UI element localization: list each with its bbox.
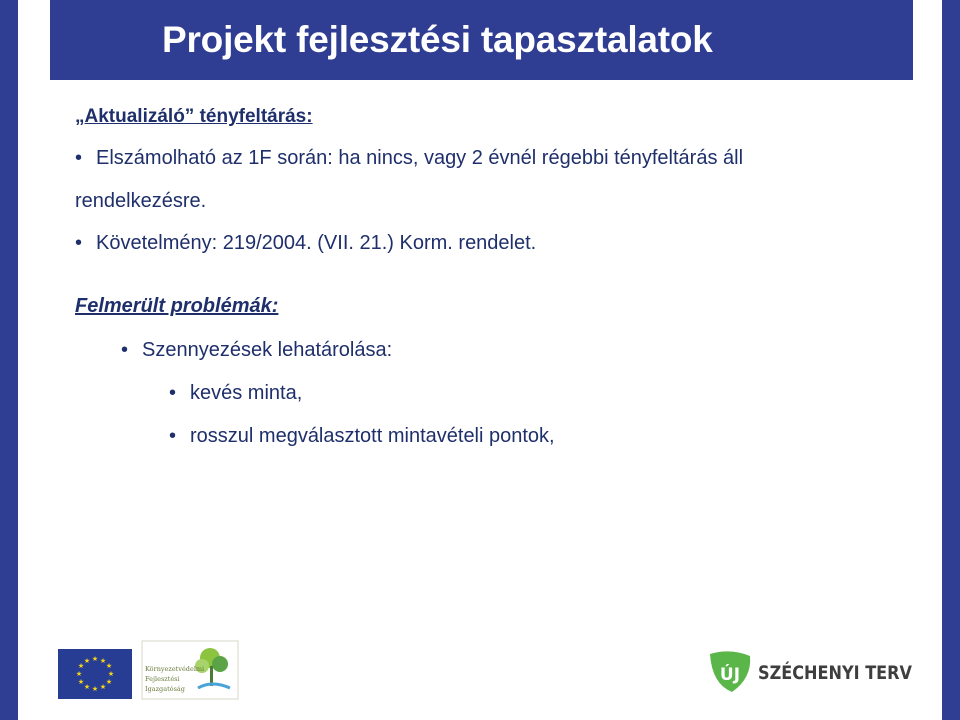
bullet-dot: • [121,339,129,361]
svg-text:★: ★ [91,655,99,663]
section1-bullet2-text: Követelmény: 219/2004. (VII. 21.) Korm. rendelet. [96,232,537,254]
svg-text:★: ★ [99,657,107,665]
kv-logo-line1: Környezetvédelmi [145,665,205,673]
svg-text:★: ★ [99,683,107,691]
left-side-bar [0,0,18,720]
szechenyi-leaf-icon [710,651,750,692]
section2-sub-bullet2 [169,425,555,448]
svg-text:★: ★ [91,685,99,693]
bullet-dot: • [75,232,83,254]
svg-text:★: ★ [77,662,85,670]
eu-flag-icon [58,649,132,699]
kv-logo-line3: Igazgatóság [145,685,185,693]
title-bar [50,0,913,80]
section1-bullet1-text: Elszámolható az 1F során: ha nincs, vagy 2 évnél régebbi tényfeltárás áll [96,147,744,169]
section1-bullet1-continuation: rendelkezésre. [75,190,207,212]
szechenyi-terv-logo [706,648,940,696]
bullet-dot: • [169,382,177,404]
bullet-dot: • [75,147,83,169]
svg-text:★: ★ [105,678,113,686]
svg-text:★: ★ [83,683,91,691]
section2-bullet1-text: Szennyezések lehatárolása: [142,339,393,361]
svg-text:★: ★ [107,670,115,678]
section2-sub-bullet1 [169,382,302,405]
section2-sub-bullet2-text: rosszul megválasztott mintavételi pontok, [190,425,555,447]
section1-bullet1 [75,147,743,170]
page-title: Projekt fejlesztési tapasztalatok [162,19,713,60]
kv-logo-line2: Fejlesztési [145,675,180,683]
section2-heading: Felmerült problémák: [75,295,279,317]
section2-bullet1 [121,339,392,362]
section2-sub-bullet1-text: kevés minta, [190,382,303,404]
sz-logo-badge: ÚJ [719,665,741,685]
svg-text:★: ★ [75,670,83,678]
sz-logo-text: SZÉCHENYI TERV [758,662,940,684]
svg-text:★: ★ [105,662,113,670]
environment-agency-logo [140,640,240,700]
section1-bullet2 [75,232,536,255]
bullet-dot: • [169,425,177,447]
svg-text:★: ★ [77,678,85,686]
section1-heading: „Aktualizáló” tényfeltárás: [75,106,313,127]
svg-text:★: ★ [83,657,91,665]
right-side-bar [942,0,960,720]
